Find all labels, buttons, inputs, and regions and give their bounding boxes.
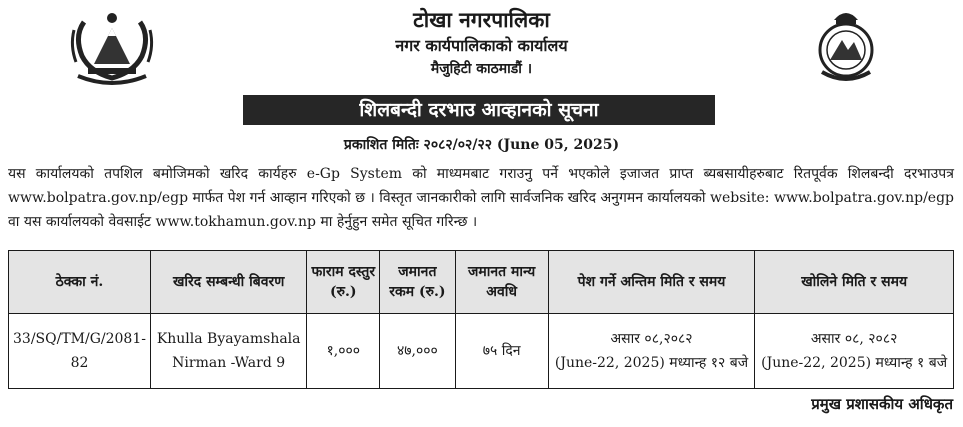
notice-title: शिलबन्दी दरभाउ आव्हानको सूचना [243, 95, 715, 125]
signatory-title: प्रमुख प्रशासकीय अधिकृत [811, 395, 953, 413]
header-opening-date: खोलिने मिति र समय [755, 251, 954, 314]
table-header-row [9, 251, 954, 314]
opening-time: (June-22, 2025) मध्यान्ह १ बजे [761, 355, 948, 371]
cell-contract-no: 33/SQ/TM/G/2081-82 [9, 314, 151, 389]
cell-opening-date [755, 314, 954, 389]
cell-form-fee: १,००० [307, 314, 380, 389]
organization-name: टोखा नगरपालिका [413, 7, 550, 32]
header-description: खरिद सम्बन्धी बिवरण [150, 251, 306, 314]
cell-validity: ७५ दिन [455, 314, 548, 389]
header-bid-security: जमानत रकम (रु.) [380, 251, 455, 314]
cell-submission-deadline [548, 314, 755, 389]
submission-date: असार ०८,२०८२ [610, 331, 693, 347]
cell-description: Khulla Byayamshala Nirman -Ward 9 [150, 314, 306, 389]
header-submission-deadline: पेश गर्ने अन्तिम मिति र समय [548, 251, 755, 314]
notice-body: यस कार्यालयको तपशिल बमोजिमको खरिद कार्यहरु e-Gp System को माध्यमबाट गराउनु पर्ने भएकोले इजाजत प्राप्त ब्यबसायीहरुबाट रितपूर्वक शिलबन्दी दरभाउपत्र www.bolpatra.gov.np/egp मार्फत पेश गर्न आव्हान गरिएको छ । विस्तृत जानकारीको लागि सार्वजनिक खरिद अनुगमन कार्यालयको website: www.bolpatra.gov.np/egp वा यस कार्यालयको वेवसाईट www.tokhamun.gov.np मा हेर्नुहुन समेत सूचित गरिन्छ । [8, 166, 954, 230]
header-contract-no: ठेक्का नं. [9, 251, 151, 314]
office-name: नगर कार्यपालिकाको कार्यालय [395, 36, 568, 55]
publish-date: प्रकाशित मितिः २०८२/०२/२२ (June 05, 2025) [343, 137, 620, 153]
submission-time: (June-22, 2025) मध्यान्ह १२ बजे [554, 355, 749, 371]
office-address: मैजुहिटी काठमाडौं । [430, 61, 533, 77]
bid-table [8, 250, 954, 389]
cell-bid-security: ४७,००० [380, 314, 455, 389]
header-validity: जमानत मान्य अवधि [455, 251, 548, 314]
opening-date: असार ०८, २०८२ [810, 331, 898, 347]
table-row [9, 314, 954, 389]
letterhead [0, 6, 963, 80]
header-form-fee: फाराम दस्तुर (रु.) [307, 251, 380, 314]
